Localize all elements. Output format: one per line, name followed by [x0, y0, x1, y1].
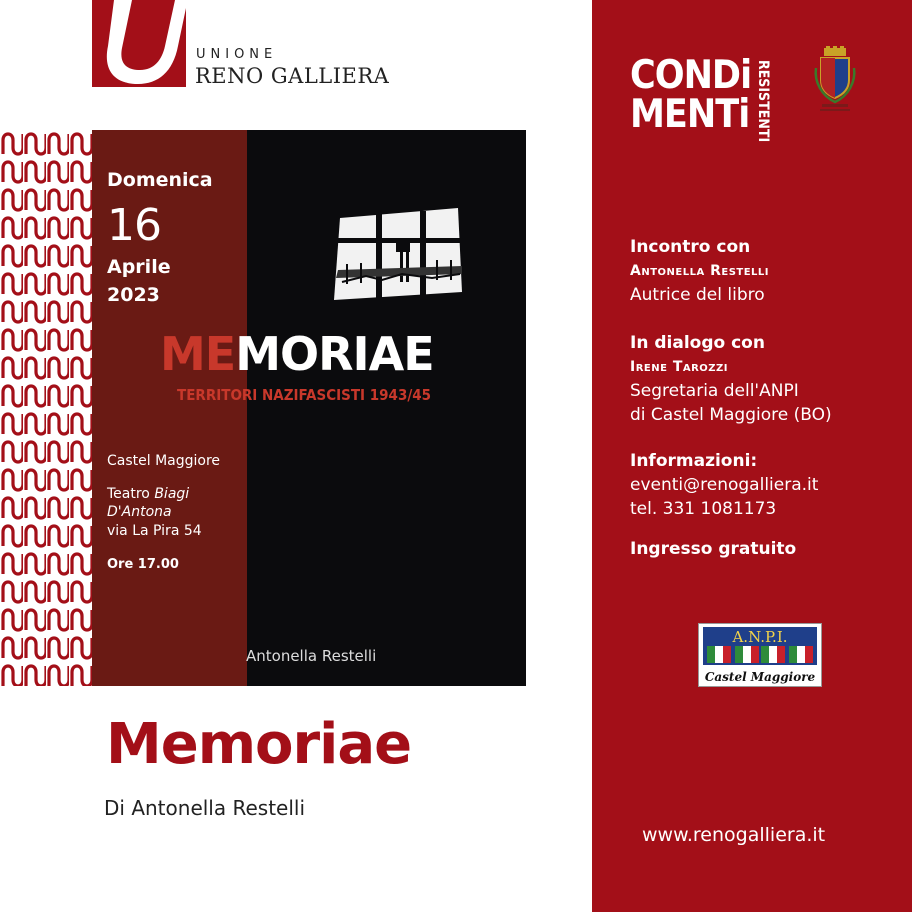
anpi-logo-graphic [699, 624, 821, 686]
brand-line1: CONDi [630, 53, 752, 98]
logo-line-unione: UNIONE [196, 47, 278, 62]
moderator-block [630, 331, 832, 427]
camp-window-illustration [332, 208, 467, 300]
logo-line-reno-galliera: RENO GALLIERA [195, 64, 390, 88]
resistenti-text: RESISTENTI [755, 60, 771, 143]
venue-name-italic: Biagi [154, 486, 190, 502]
event-venue-line1 [107, 485, 189, 504]
page-title: Memoriae [106, 712, 412, 777]
speaker-role: Autrice del libro [630, 285, 765, 305]
book-cover-author: Antonella Restelli [246, 647, 377, 665]
speaker-name: Antonella Restelli [630, 263, 770, 279]
speaker-block [630, 235, 769, 307]
anpi-logo [698, 623, 822, 687]
book-cover-title [160, 327, 434, 381]
book-cover-subtitle: TERRITORI NAZIFASCISTI 1943/45 [177, 386, 432, 404]
event-time: Ore 17.00 [107, 557, 179, 572]
brand-line2: MENTi [630, 92, 750, 137]
book-title-rest: MORIAE [235, 327, 434, 381]
event-year: 2023 [107, 284, 160, 306]
event-day-number: 16 [107, 200, 161, 251]
author-byline [104, 796, 305, 820]
anpi-bottom-text: Castel Maggiore [704, 670, 816, 684]
free-entry-label: Ingresso gratuito [630, 539, 797, 559]
website-link[interactable]: www.renogalliera.it [642, 824, 826, 846]
speaker-heading: Incontro con [630, 237, 751, 257]
anpi-top-text: A.N.P.I. [732, 628, 788, 646]
municipal-crest-icon [812, 46, 858, 112]
venue-prefix: Teatro [107, 486, 155, 502]
info-heading: Informazioni: [630, 451, 758, 471]
book-poster [92, 130, 526, 686]
event-address: via La Pira 54 [107, 523, 202, 539]
event-city: Castel Maggiore [107, 453, 221, 469]
condimenti-brand [630, 53, 752, 137]
info-phone[interactable]: tel. 331 1081173 [630, 499, 777, 519]
unione-u-logo [92, 0, 186, 87]
event-month: Aprile [107, 256, 171, 278]
byline-author-name: Antonella Restelli [131, 796, 306, 820]
moderator-role-line1: Segretaria dell'ANPI [630, 381, 799, 401]
book-title-highlight: ME [160, 327, 236, 381]
event-venue-line2: D'Antona [107, 504, 172, 520]
moderator-name: Irene Tarozzi [630, 359, 729, 375]
resistenti-vertical-label [753, 58, 775, 146]
moderator-heading: In dialogo con [630, 333, 765, 353]
admission-block [630, 537, 796, 561]
info-block [630, 449, 818, 521]
wave-pattern [0, 130, 92, 686]
event-day-name: Domenica [107, 169, 213, 191]
byline-prefix: Di [104, 796, 132, 820]
moderator-role-line2: di Castel Maggiore (BO) [630, 405, 832, 425]
info-email-link[interactable]: eventi@renogalliera.it [630, 475, 819, 495]
